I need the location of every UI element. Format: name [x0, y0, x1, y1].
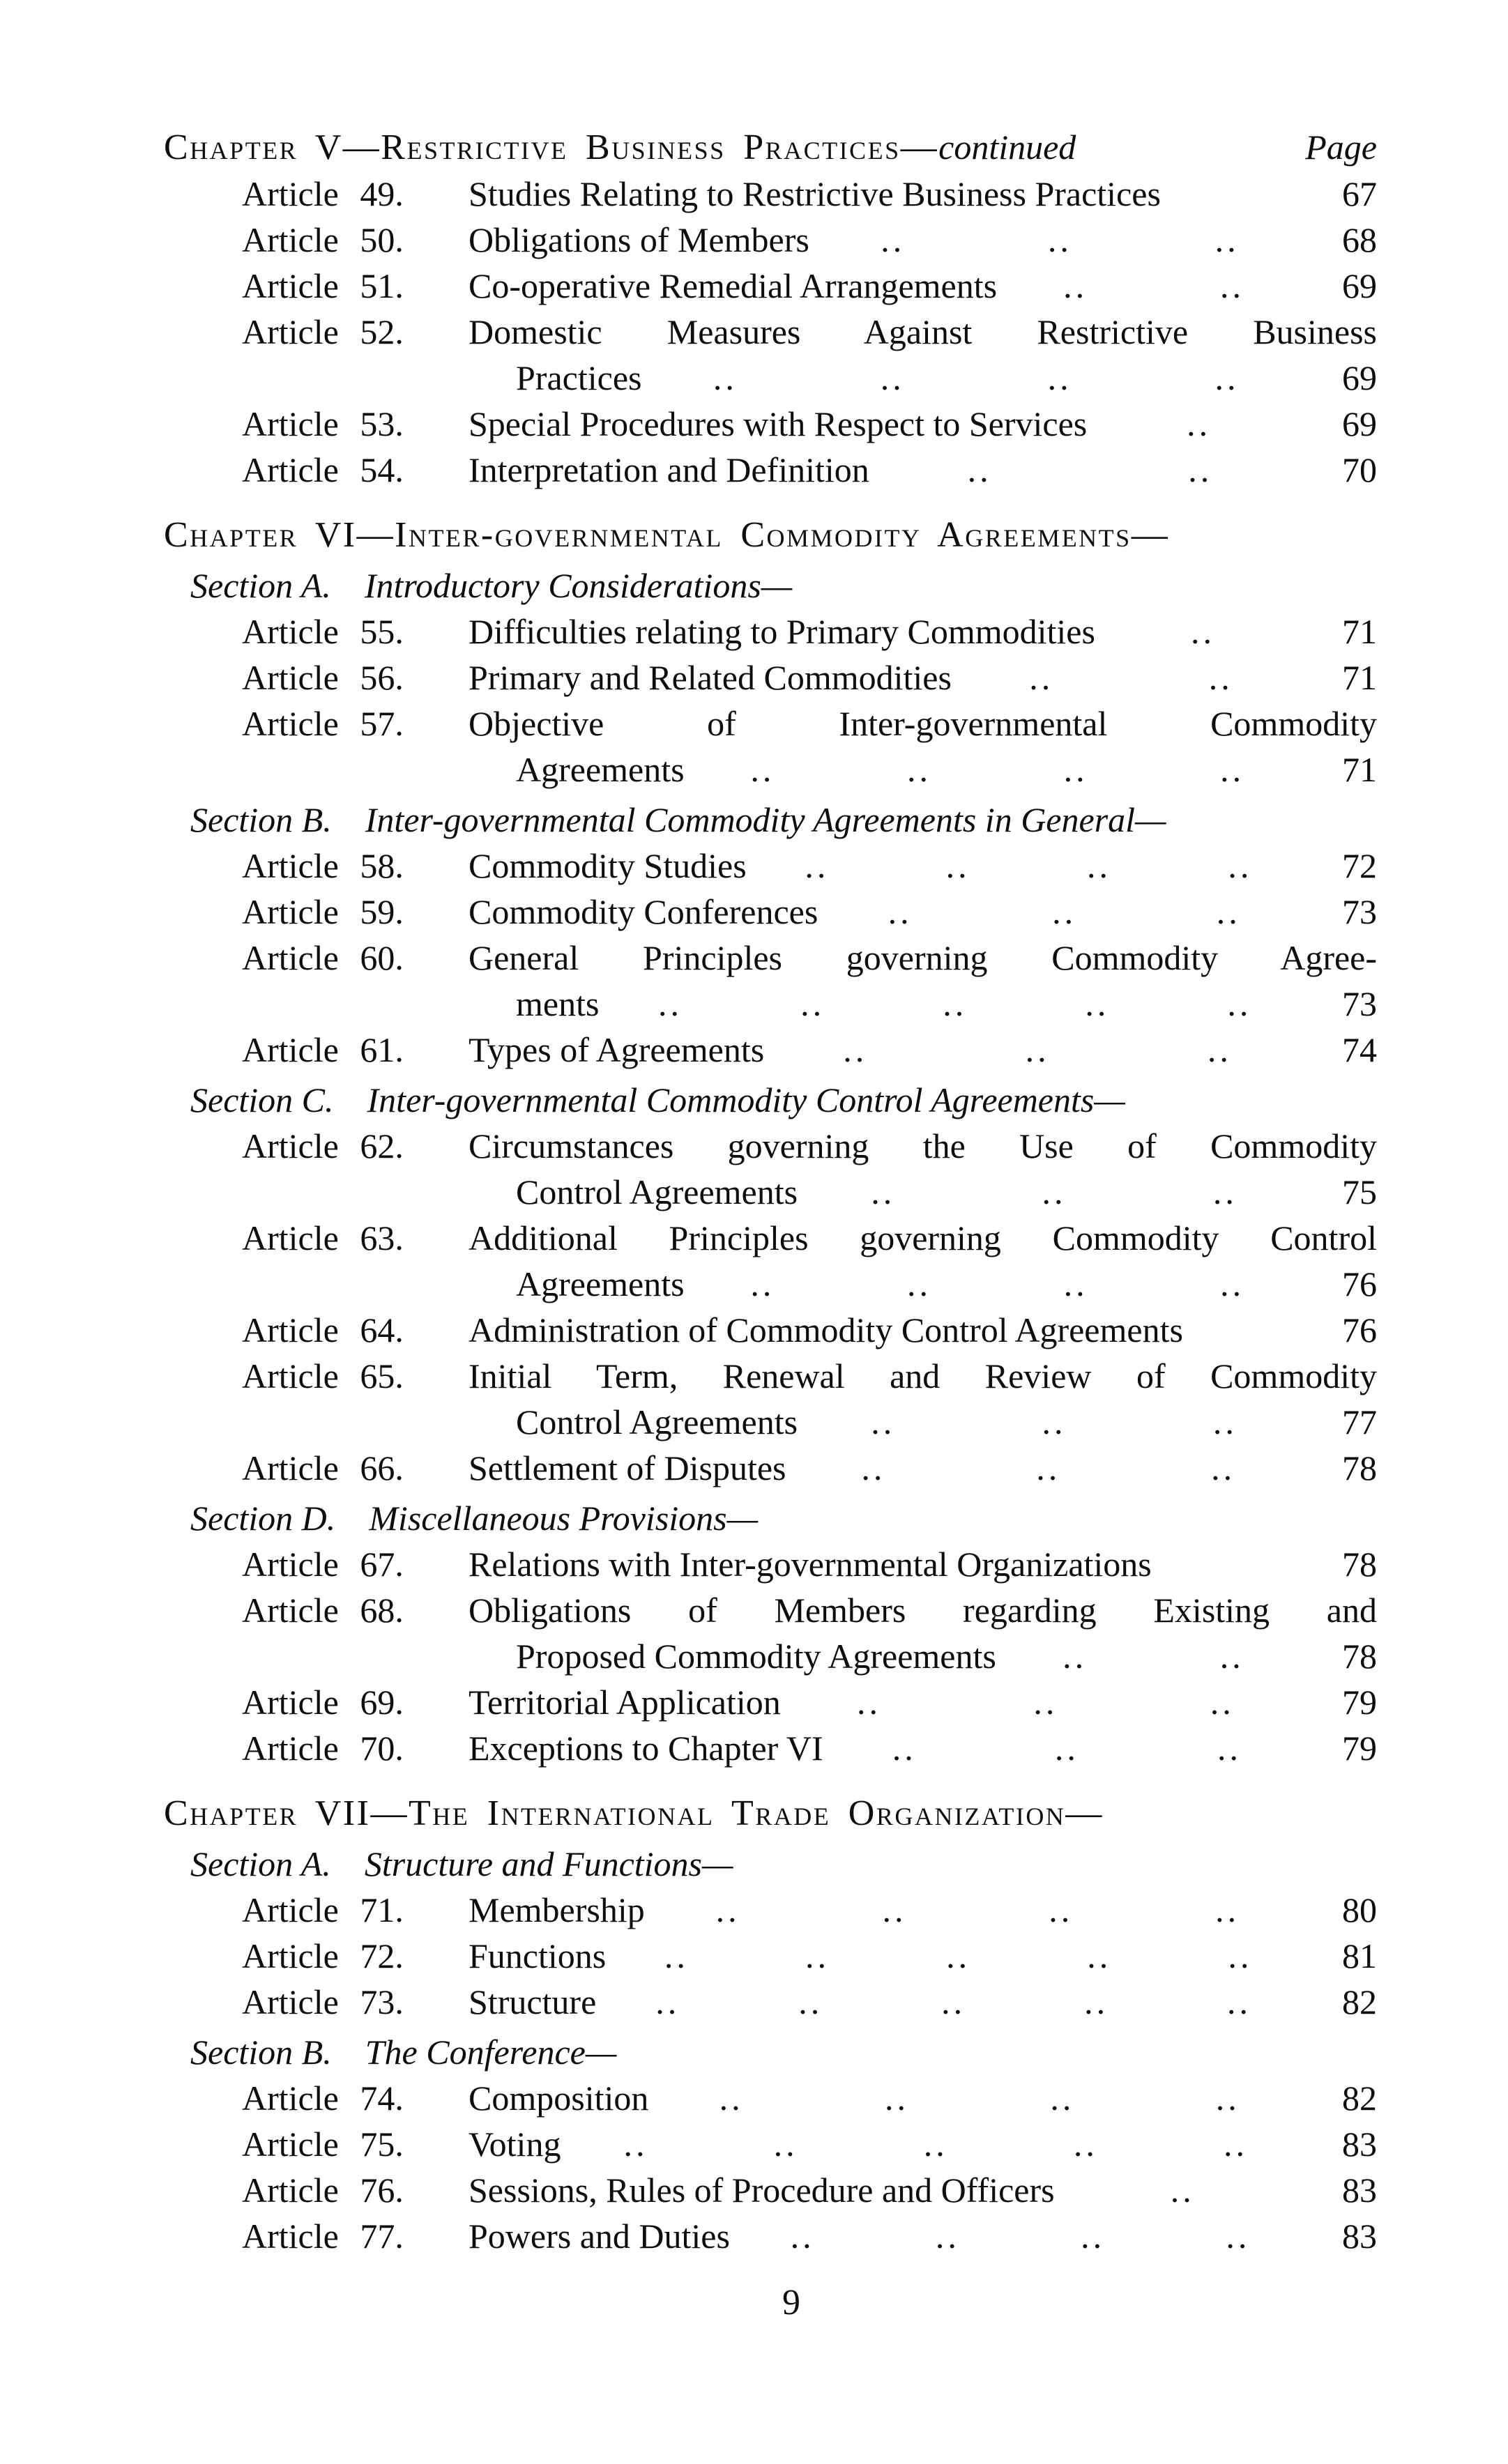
page-number: 77 [1342, 1402, 1377, 1441]
toc-row-article [164, 1725, 1377, 1771]
dot-leader-group: .. [1087, 1936, 1112, 1975]
page-number: 73 [1342, 984, 1377, 1023]
dot-leader-group: .. [664, 1936, 689, 1975]
article-label: Article 72. [242, 1936, 404, 1975]
toc-row-cont [164, 1261, 1377, 1307]
section-title: Miscellaneous Provisions— [369, 1499, 759, 1538]
article-title: Difficulties relating to Primary Commodities [469, 612, 1095, 651]
toc-row-article [164, 217, 1377, 263]
dot-leader-group: .. [1033, 1683, 1058, 1722]
dot-leader-group: .. [805, 1936, 830, 1975]
dot-leader [997, 263, 1311, 309]
dot-leader [996, 1633, 1311, 1679]
toc-row-article [164, 2121, 1377, 2167]
chapter-heading-text: Chapter V—Restrictive Business Practices— [164, 128, 939, 167]
dot-leader-group: .. [880, 358, 905, 397]
dot-leader-group: .. [713, 358, 738, 397]
dot-leader [798, 1399, 1311, 1445]
dot-leader [596, 1979, 1311, 2025]
article-title: ments [516, 984, 600, 1023]
article-label: Article 68. [242, 1591, 404, 1630]
page-number: 69 [1342, 266, 1377, 305]
section-label: Section B. [190, 2033, 332, 2072]
page-number: 82 [1342, 2079, 1377, 2118]
dot-leader [648, 2075, 1311, 2121]
article-label: Article 52. [242, 312, 404, 351]
dot-leader-group: .. [1063, 750, 1088, 789]
toc-row-section [164, 797, 1377, 843]
toc-row-article [164, 171, 1377, 217]
dot-leader-group: .. [1063, 1637, 1088, 1676]
dot-leader-group: .. [882, 1890, 907, 1929]
dot-leader-group: .. [943, 984, 968, 1023]
article-label: Article 62. [242, 1126, 404, 1165]
page-number: 75 [1342, 1172, 1377, 1211]
dot-leader-group: .. [655, 1982, 680, 2021]
dot-leader-group: .. [856, 1683, 881, 1722]
article-title: Sessions, Rules of Procedure and Officers [469, 2171, 1055, 2210]
toc-row-article [164, 263, 1377, 309]
dot-leader-group: .. [1047, 220, 1072, 259]
dot-leader-group: .. [1207, 1030, 1232, 1069]
dot-leader [818, 889, 1311, 935]
dot-leader [786, 1445, 1311, 1491]
dot-leader-group: .. [798, 1982, 823, 2021]
article-label: Article 70. [242, 1729, 404, 1768]
dot-leader-group: .. [1215, 1890, 1240, 1929]
dot-leader [809, 217, 1311, 263]
dot-leader [641, 355, 1311, 401]
page-number: 83 [1342, 2171, 1377, 2210]
dot-leader-group: .. [1217, 1729, 1242, 1768]
dot-leader [606, 1933, 1311, 1979]
dot-leader-group: .. [1085, 984, 1110, 1023]
page-number: 80 [1342, 1890, 1377, 1929]
chapter-heading-text: Chapter VII—The International Trade Organization— [164, 1793, 1104, 1833]
dot-leader-group: .. [1054, 1729, 1079, 1768]
toc-row-article [164, 1541, 1377, 1587]
toc-row-cont [164, 747, 1377, 793]
page-number: 69 [1342, 358, 1377, 397]
section-label: Section A. [190, 1844, 331, 1883]
toc-row-cont [164, 1169, 1377, 1215]
toc-row-article [164, 447, 1377, 493]
toc-row-article [164, 701, 1377, 747]
dot-leader [823, 1725, 1311, 1771]
toc-row-cont [164, 981, 1377, 1027]
page-number: 79 [1342, 1683, 1377, 1722]
dot-leader-group: .. [843, 1030, 868, 1069]
toc-row-article [164, 1027, 1377, 1073]
dot-leader-group: .. [715, 1890, 740, 1929]
article-title: Studies Relating to Restrictive Business Practices [469, 174, 1161, 213]
page-number: 78 [1342, 1448, 1377, 1487]
toc-row-chapter [164, 512, 1377, 558]
article-title: Agreements [516, 750, 685, 789]
article-title: Voting [469, 2125, 561, 2164]
toc-row-article [164, 1353, 1377, 1399]
dot-leader-group: .. [1063, 1264, 1088, 1303]
dot-leader [1055, 2167, 1311, 2213]
chapter-heading-text: Chapter VI—Inter-governmental Commodity Agreements— [164, 515, 1170, 555]
dot-leader-group: .. [923, 2125, 948, 2164]
article-title: Functions [469, 1936, 607, 1975]
page-number: 70 [1342, 450, 1377, 489]
dot-leader-group: .. [1081, 2217, 1106, 2256]
toc-row-article [164, 2213, 1377, 2259]
dot-leader-group: .. [935, 2217, 960, 2256]
dot-leader-group: .. [1050, 2079, 1075, 2118]
dot-leader [798, 1169, 1311, 1215]
article-label: Article 64. [242, 1310, 404, 1349]
dot-leader-group: .. [1223, 2125, 1248, 2164]
toc-row-article [164, 935, 1377, 981]
toc-row-article [164, 1887, 1377, 1933]
dot-leader-group: .. [750, 1264, 775, 1303]
dot-leader [645, 1887, 1311, 1933]
article-title: Administration of Commodity Control Agreements [469, 1310, 1183, 1349]
section-label: Section B. [190, 800, 332, 839]
dot-leader [1087, 401, 1311, 447]
dot-leader-group: .. [1188, 450, 1213, 489]
dot-leader-group: .. [906, 1264, 931, 1303]
toc-row-article [164, 1307, 1377, 1353]
toc-row-cont [164, 355, 1377, 401]
page-number: 71 [1342, 612, 1377, 651]
dot-leader-group: .. [1228, 1936, 1253, 1975]
dot-leader-group: .. [1214, 358, 1240, 397]
section-label: Section C. [190, 1080, 334, 1119]
page-number: 82 [1342, 1982, 1377, 2021]
article-label: Article 59. [242, 892, 404, 931]
article-label: Article 66. [242, 1448, 404, 1487]
toc-row-section [164, 1495, 1377, 1541]
dot-leader-group: .. [1211, 1448, 1236, 1487]
dot-leader-group: .. [1063, 266, 1088, 305]
section-title: Inter-governmental Commodity Agreements in General— [365, 800, 1166, 839]
article-title: Membership [469, 1890, 645, 1929]
page-number: 78 [1342, 1545, 1377, 1584]
article-title: Domestic Measures Against Restrictive Business [469, 312, 1377, 351]
dot-leader-group: .. [1190, 612, 1215, 651]
toc-row-article [164, 843, 1377, 889]
article-title: General Principles governing Commodity Agree- [469, 938, 1377, 977]
dot-leader-group: .. [1228, 846, 1253, 885]
table-of-contents [164, 171, 1377, 2259]
toc-row-article [164, 1215, 1377, 1261]
dot-leader-group: .. [719, 2079, 744, 2118]
toc-row-chapter [164, 1791, 1377, 1837]
dot-leader-group: .. [1208, 658, 1233, 697]
toc-row-section [164, 563, 1377, 609]
article-title: Powers and Duties [469, 2217, 730, 2256]
article-title: Co-operative Remedial Arrangements [469, 266, 998, 305]
dot-leader-group: .. [1042, 1402, 1067, 1441]
folio-page-number: 9 [782, 2283, 800, 2323]
article-title: Composition [469, 2079, 649, 2118]
article-label: Article 51. [242, 266, 404, 305]
article-title: Relations with Inter-governmental Organizations [469, 1545, 1152, 1584]
article-title: Agreements [516, 1264, 685, 1303]
article-label: Article 53. [242, 404, 404, 443]
article-title: Commodity Conferences [469, 892, 818, 931]
dot-leader-group: .. [1220, 750, 1245, 789]
dot-leader-group: .. [1042, 1172, 1067, 1211]
dot-leader-group: .. [871, 1172, 896, 1211]
dot-leader-group: .. [1187, 404, 1212, 443]
page-number: 76 [1342, 1264, 1377, 1303]
chapter-continued-label: continued [938, 128, 1076, 167]
page-number: 71 [1342, 658, 1377, 697]
toc-row-section [164, 2029, 1377, 2075]
toc-row-article [164, 1933, 1377, 1979]
article-title: Types of Agreements [469, 1030, 765, 1069]
article-title: Settlement of Disputes [469, 1448, 786, 1487]
toc-row-article [164, 401, 1377, 447]
article-title: Commodity Studies [469, 846, 747, 885]
dot-leader [599, 981, 1311, 1027]
dot-leader-group: .. [1170, 2171, 1195, 2210]
dot-leader-group: .. [1073, 2125, 1098, 2164]
article-title: Objective of Inter-governmental Commodity [469, 704, 1377, 743]
page-number: 83 [1342, 2217, 1377, 2256]
toc-row-article [164, 1123, 1377, 1169]
article-label: Article 71. [242, 1890, 404, 1929]
dot-leader-group: .. [1052, 892, 1077, 931]
dot-leader [952, 655, 1311, 701]
toc-row-article [164, 1679, 1377, 1725]
page-number: 74 [1342, 1030, 1377, 1069]
toc-row-cont [164, 1399, 1377, 1445]
toc-row-section [164, 1841, 1377, 1887]
dot-leader-group: .. [906, 750, 931, 789]
section-title: Introductory Considerations— [364, 566, 793, 605]
dot-leader-group: .. [1086, 846, 1111, 885]
article-label: Article 65. [242, 1356, 404, 1395]
page-number: 72 [1342, 846, 1377, 885]
page-number: 68 [1342, 220, 1377, 259]
page-number: 79 [1342, 1729, 1377, 1768]
article-label: Article 55. [242, 612, 404, 651]
article-title: Proposed Commodity Agreements [516, 1637, 996, 1676]
article-title: Territorial Application [469, 1683, 781, 1722]
dot-leader-group: .. [861, 1448, 886, 1487]
article-label: Article 57. [242, 704, 404, 743]
dot-leader [685, 1261, 1311, 1307]
dot-leader-group: .. [1047, 358, 1072, 397]
toc-row-article [164, 2075, 1377, 2121]
toc-row-article [164, 309, 1377, 355]
page-number: 81 [1342, 1936, 1377, 1975]
article-title: Initial Term, Renewal and Review of Commodity [469, 1356, 1377, 1395]
toc-row-article [164, 889, 1377, 935]
toc-row-article [164, 1445, 1377, 1491]
dot-leader-group: .. [773, 2125, 798, 2164]
dot-leader-group: .. [750, 750, 775, 789]
article-title: Additional Principles governing Commodity Control [469, 1218, 1377, 1257]
article-title: Structure [469, 1982, 597, 2021]
dot-leader-group: .. [1212, 1402, 1237, 1441]
dot-leader-group: .. [790, 2217, 815, 2256]
toc-row-article [164, 1587, 1377, 1633]
article-title: Control Agreements [516, 1172, 798, 1211]
toc-row-article [164, 2167, 1377, 2213]
dot-leader-group: .. [941, 1982, 966, 2021]
dot-leader-group: .. [884, 2079, 909, 2118]
page-number: 67 [1342, 174, 1377, 213]
article-label: Article 56. [242, 658, 404, 697]
article-title: Obligations of Members regarding Existing and [469, 1591, 1377, 1630]
article-label: Article 76. [242, 2171, 404, 2210]
dot-leader-group: .. [1084, 1982, 1109, 2021]
dot-leader-group: .. [1210, 1683, 1235, 1722]
article-title: Control Agreements [516, 1402, 798, 1441]
dot-leader [781, 1679, 1311, 1725]
dot-leader-group: .. [1025, 1030, 1050, 1069]
article-label: Article 77. [242, 2217, 404, 2256]
page-column-label: Page [1305, 128, 1377, 167]
dot-leader-group: .. [623, 2125, 648, 2164]
dot-leader [561, 2121, 1311, 2167]
section-label: Section A. [190, 566, 331, 605]
section-title: Structure and Functions— [364, 1844, 733, 1883]
dot-leader-group: .. [1220, 266, 1245, 305]
dot-leader-group: .. [1226, 2217, 1251, 2256]
dot-leader-group: .. [1219, 1637, 1244, 1676]
dot-leader [764, 1027, 1311, 1073]
dot-leader [685, 747, 1311, 793]
article-label: Article 60. [242, 938, 404, 977]
article-title: Special Procedures with Respect to Services [469, 404, 1088, 443]
dot-leader-group: .. [945, 846, 970, 885]
toc-row-article [164, 655, 1377, 701]
page-number: 71 [1342, 750, 1377, 789]
dot-leader-group: .. [946, 1936, 971, 1975]
dot-leader-group: .. [1220, 1264, 1245, 1303]
article-label: Article 61. [242, 1030, 404, 1069]
dot-leader-group: .. [967, 450, 992, 489]
section-label: Section D. [190, 1499, 336, 1538]
dot-leader-group: .. [1212, 1172, 1237, 1211]
toc-row-article [164, 1979, 1377, 2025]
dot-leader-group: .. [888, 892, 913, 931]
article-label: Article 74. [242, 2079, 404, 2118]
toc-row-section [164, 1077, 1377, 1123]
article-title: Obligations of Members [469, 220, 809, 259]
toc-row-cont [164, 1633, 1377, 1679]
page-number: 78 [1342, 1637, 1377, 1676]
dot-leader-group: .. [1215, 2079, 1240, 2118]
article-label: Article 73. [242, 1982, 404, 2021]
page-number: 73 [1342, 892, 1377, 931]
dot-leader-group: .. [657, 984, 683, 1023]
article-title: Exceptions to Chapter VI [469, 1729, 823, 1768]
article-label: Article 49. [242, 174, 404, 213]
dot-leader-group: .. [805, 846, 830, 885]
page-number: 69 [1342, 404, 1377, 443]
dot-leader [869, 447, 1311, 493]
article-title: Interpretation and Definition [469, 450, 869, 489]
page-number: 76 [1342, 1310, 1377, 1349]
dot-leader-group: .. [892, 1729, 917, 1768]
article-label: Article 67. [242, 1545, 404, 1584]
dot-leader-group: .. [1227, 1982, 1251, 2021]
dot-leader [730, 2213, 1311, 2259]
page-number: 83 [1342, 2125, 1377, 2164]
article-label: Article 58. [242, 846, 404, 885]
article-label: Article 54. [242, 450, 404, 489]
dot-leader-group: .. [1214, 220, 1240, 259]
toc-row-article [164, 609, 1377, 655]
article-title: Practices [516, 358, 642, 397]
dot-leader-group: .. [871, 1402, 896, 1441]
article-label: Article 75. [242, 2125, 404, 2164]
dot-leader-group: .. [800, 984, 825, 1023]
dot-leader-group: .. [1227, 984, 1252, 1023]
article-label: Article 63. [242, 1218, 404, 1257]
dot-leader-group: .. [1049, 1890, 1074, 1929]
dot-leader [1095, 609, 1311, 655]
section-title: Inter-governmental Commodity Control Agreements— [367, 1080, 1125, 1119]
dot-leader-group: .. [881, 220, 906, 259]
running-chapter-header [164, 124, 1377, 171]
section-title: The Conference— [365, 2033, 617, 2072]
dot-leader [747, 843, 1311, 889]
article-label: Article 50. [242, 220, 404, 259]
dot-leader-group: .. [1029, 658, 1054, 697]
dot-leader-group: .. [1216, 892, 1241, 931]
article-title: Primary and Related Commodities [469, 658, 952, 697]
dot-leader-group: .. [1036, 1448, 1061, 1487]
article-title: Circumstances governing the Use of Commodity [469, 1126, 1377, 1165]
article-label: Article 69. [242, 1683, 404, 1722]
